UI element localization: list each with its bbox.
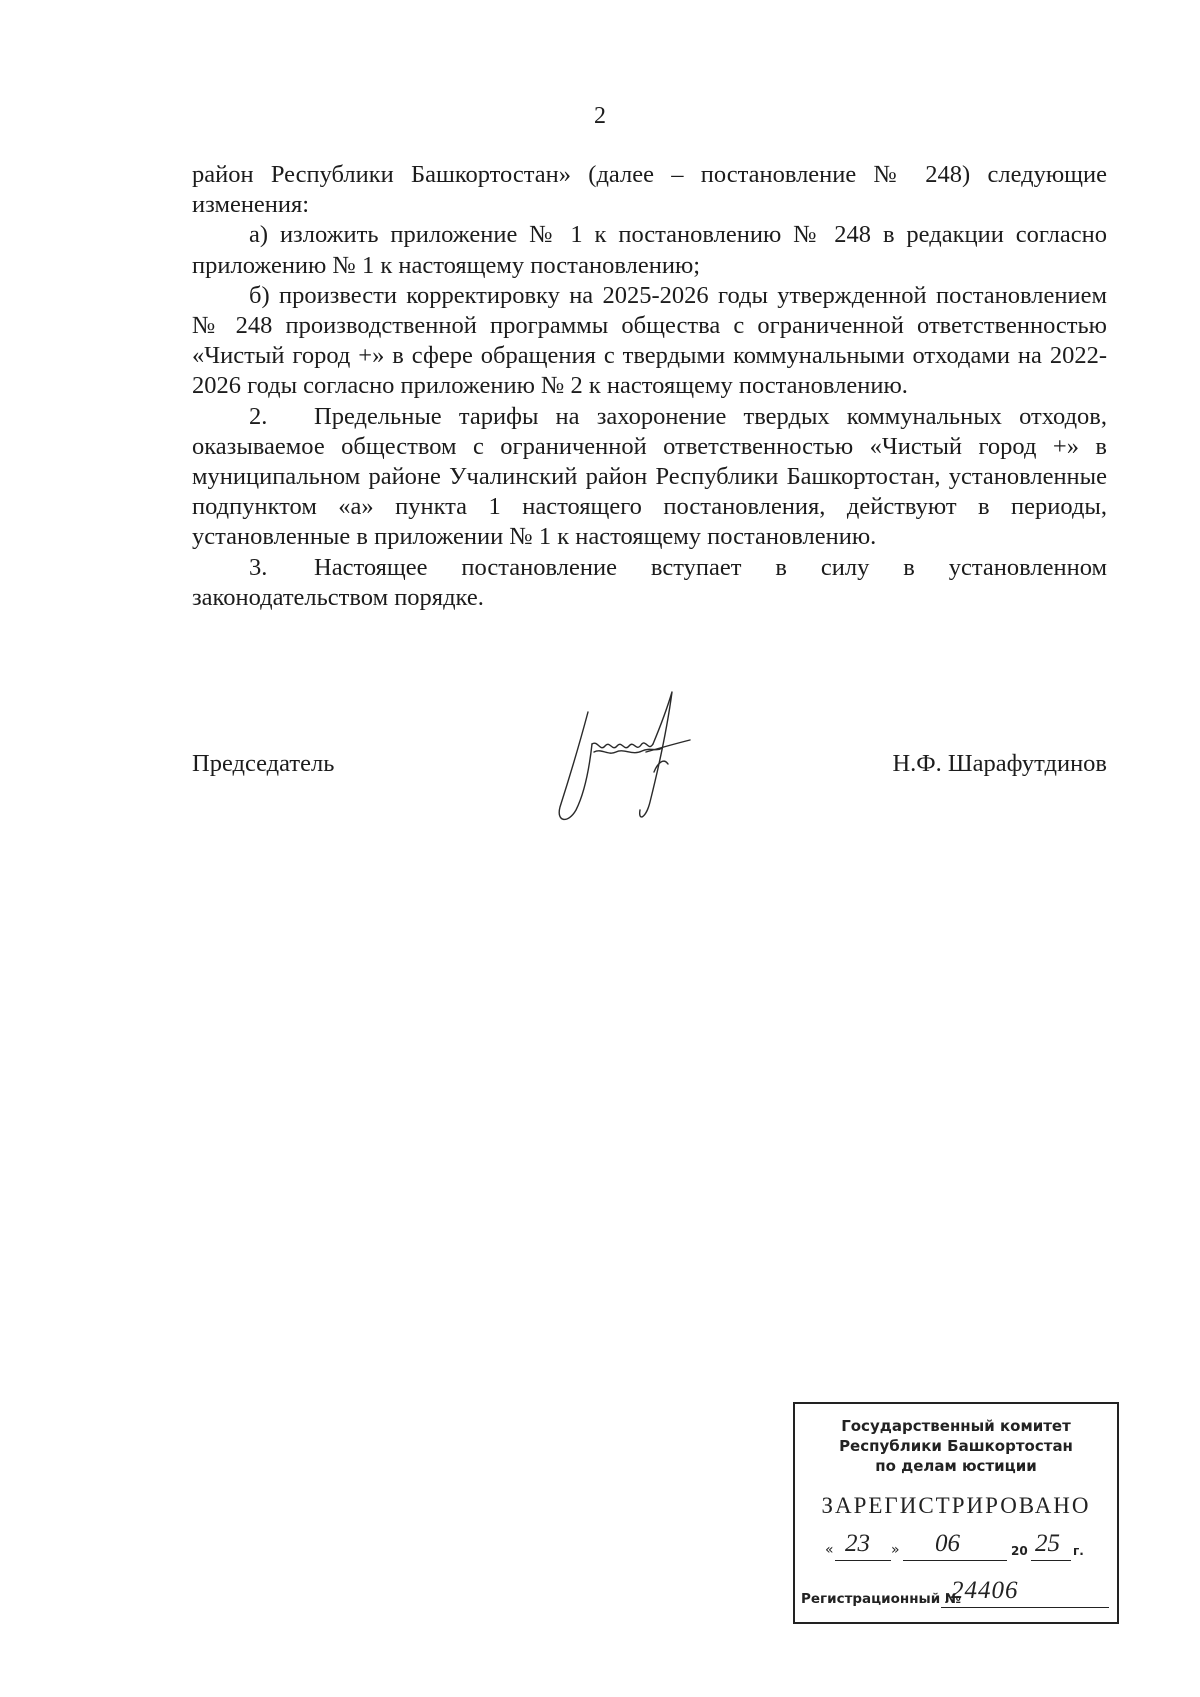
paragraph-text: б) произвести корректировку на 2025-2026 годы утвержденной постановлением № 248 производственной программы общества с ограниченной ответственностью «Чистый город +» в сфере обращения с твердыми коммунальными отходами на 2022-2026 годы согласно приложению № 2 к настоящему постановлению.: [192, 281, 1107, 400]
subparagraph-a: [192, 220, 1107, 280]
subparagraph-b: [192, 281, 1107, 402]
document-body: [192, 160, 1107, 613]
stamp-org-line: Государственный комитет: [841, 1417, 1071, 1435]
paragraph-text: а) изложить приложение № 1 к постановлению № 248 в редакции согласно приложению № 1 к настоящему постановлению;: [192, 221, 1107, 279]
stamp-quote-close: »: [891, 1542, 900, 1558]
paragraph-number: 2.: [249, 402, 268, 430]
page-number: 2: [594, 103, 606, 129]
stamp-year-prefix: 20: [1011, 1544, 1028, 1558]
paragraph-2: [192, 402, 1107, 553]
handwritten-signature: [550, 682, 710, 832]
stamp-reg-number: 24406: [951, 1577, 1019, 1604]
stamp-year: 25: [1035, 1530, 1060, 1557]
paragraph-text: район Республики Башкортостан» (далее – постановление № 248) следующие изменения:: [192, 161, 1107, 219]
stamp-registration: [801, 1577, 1113, 1617]
stamp-year-unit: г.: [1073, 1544, 1084, 1558]
paragraph-text: Настоящее постановление вступает в силу в установленном законодательством порядке.: [192, 553, 1107, 611]
signer-name: Н.Ф. Шарафутдинов: [892, 750, 1107, 777]
stamp-day: 23: [845, 1530, 870, 1557]
paragraph-intro: [192, 160, 1107, 220]
stamp-date: [825, 1530, 1115, 1570]
stamp-organization: [795, 1416, 1117, 1476]
registration-stamp: [793, 1402, 1119, 1624]
stamp-month: 06: [935, 1530, 960, 1557]
paragraph-number: 3.: [249, 553, 268, 581]
stamp-quote-open: «: [825, 1542, 834, 1558]
paragraph-3: [192, 553, 1107, 613]
stamp-org-line: Республики Башкортостан: [839, 1437, 1073, 1455]
stamp-org-line: по делам юстиции: [875, 1457, 1037, 1475]
signer-title: Председатель: [192, 750, 335, 777]
paragraph-text: Предельные тарифы на захоронение твердых коммунальных отходов, оказываемое обществом с ограниченной ответственностью «Чистый город +» в муниципальном районе Учалинский район Республики Башкортостан, установленные подпунктом «а» пункта 1 настоящего постановления, действуют в периоды, установленные в приложении № 1 к настоящему постановлению.: [192, 402, 1107, 551]
stamp-reg-label: Регистрационный №: [801, 1591, 962, 1607]
stamp-status: ЗАРЕГИСТРИРОВАНО: [821, 1493, 1091, 1518]
